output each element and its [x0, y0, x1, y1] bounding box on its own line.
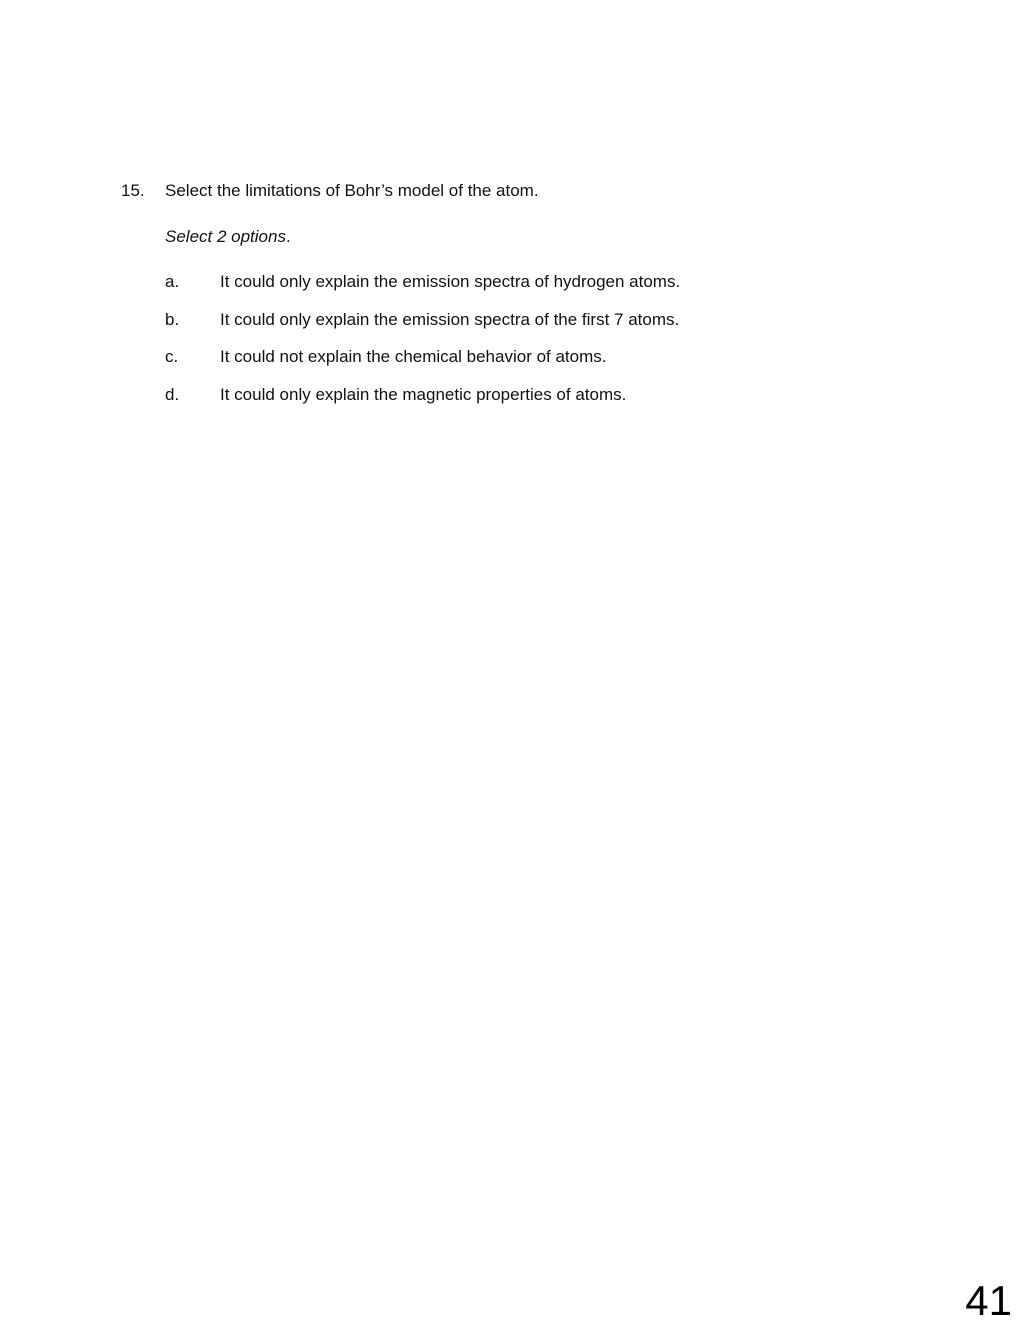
option-letter: d. [165, 384, 180, 404]
question-instruction [165, 226, 291, 248]
question-number: 15. [121, 181, 145, 200]
page-number: 41 [965, 1277, 1012, 1324]
instruction-period: . [285, 227, 291, 246]
option-text: It could only explain the emission spectra of hydrogen atoms. [220, 272, 681, 291]
option-text: It could only explain the magnetic properties of atoms. [220, 384, 627, 404]
option-letter: c. [165, 347, 179, 366]
question-stem: Select the limitations of Bohr’s model of the atom. [165, 181, 539, 200]
option-text: It could not explain the chemical behavior of atoms. [220, 347, 607, 366]
option-letter: b. [165, 309, 180, 329]
instruction-text: Select 2 options [165, 227, 286, 246]
option-text: It could only explain the emission spectra of the first 7 atoms. [220, 309, 680, 329]
option-letter: a. [165, 272, 180, 291]
